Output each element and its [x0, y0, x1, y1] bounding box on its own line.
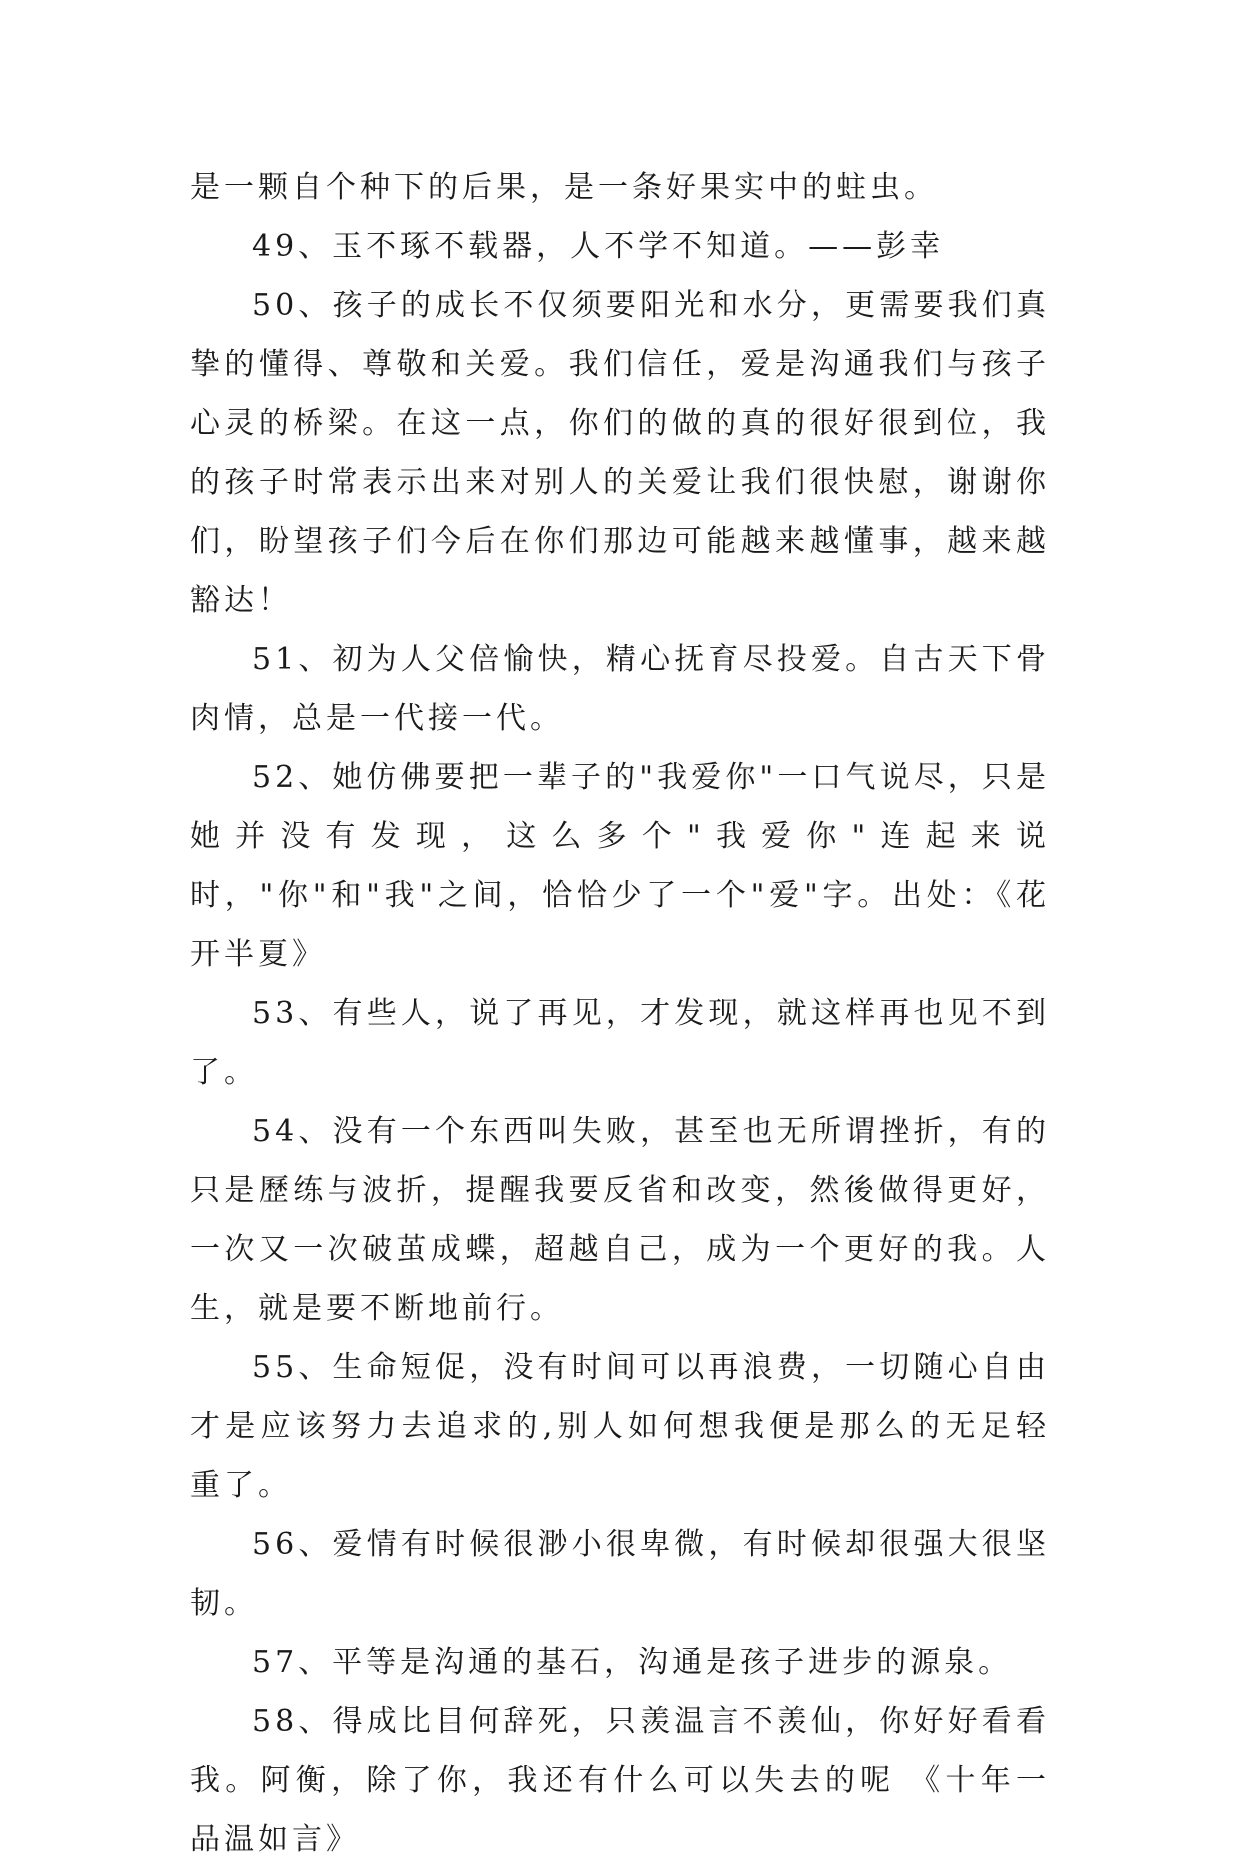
paragraph-53: 53、有些人，说了再见，才发现，就这样再也见不到了。	[190, 996, 1050, 1090]
document-page	[190, 158, 1050, 1869]
paragraph-55: 55、生命短促，没有时间可以再浪费，一切随心自由才是应该努力去追求的,别人如何想我便是那么的无足轻重了。	[190, 1350, 1050, 1503]
paragraph-57: 57、平等是沟通的基石，沟通是孩子进步的源泉。	[252, 1645, 1013, 1680]
paragraph-56: 56、爱情有时候很渺小很卑微，有时候却很强大很坚韧。	[190, 1527, 1050, 1621]
paragraph-52: 52、她仿佛要把一辈子的"我爱你"一口气说尽，只是她并没有发现，这么多个"我爱你"连起来说时，"你"和"我"之间，恰恰少了一个"爱"字。出处：《花开半夏》	[190, 760, 1050, 972]
paragraph-50: 50、孩子的成长不仅须要阳光和水分，更需要我们真挚的懂得、尊敬和关爱。我们信任，爱是沟通我们与孩子心灵的桥梁。在这一点，你们的做的真的很好很到位，我的孩子时常表示出来对别人的关爱让我们很快慰，谢谢你们，盼望孩子们今后在你们那边可能越来越懂事，越来越豁达！	[190, 288, 1050, 618]
paragraph-continuation: 是一颗自个种下的后果，是一条好果实中的蛀虫。	[190, 170, 938, 205]
paragraph-54: 54、没有一个东西叫失败，甚至也无所谓挫折，有的只是歷练与波折，提醒我要反省和改变，然後做得更好，一次又一次破茧成蝶，超越自己，成为一个更好的我。人生，就是要不断地前行。	[190, 1114, 1050, 1326]
paragraph-58: 58、得成比目何辞死，只羡温言不羡仙，你好好看看我。阿衡，除了你，我还有什么可以失去的呢 《十年一品温如言》	[190, 1704, 1050, 1857]
paragraph-49: 49、玉不琢不载器，人不学不知道。——彭幸	[252, 229, 945, 264]
paragraph-51: 51、初为人父倍愉快，精心抚育尽投爱。自古天下骨肉情，总是一代接一代。	[190, 642, 1050, 736]
